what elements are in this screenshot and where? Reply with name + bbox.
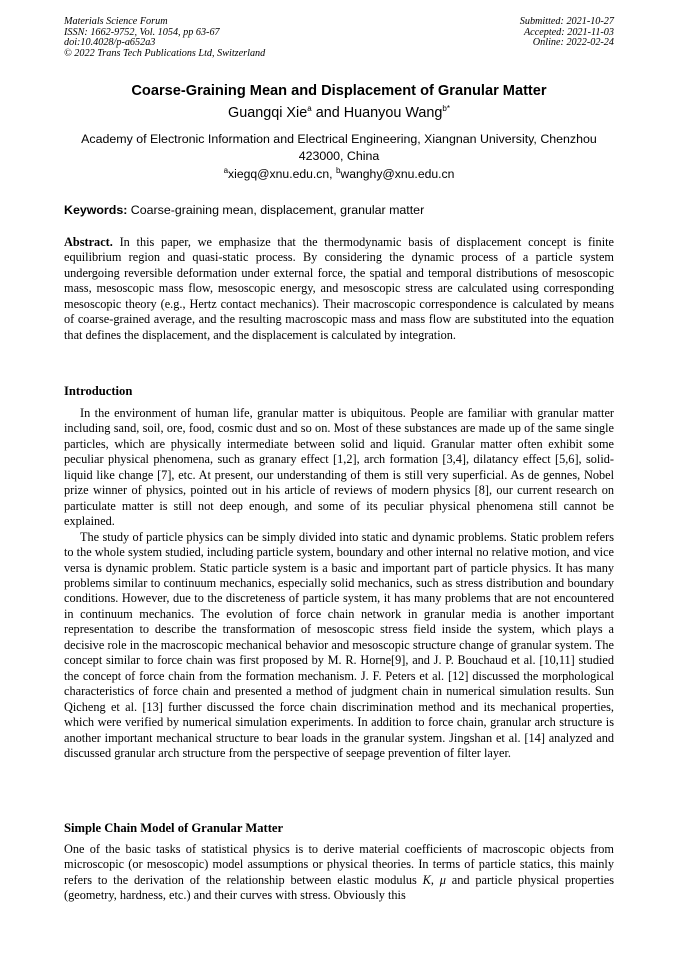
copyright-line: © 2022 Trans Tech Publications Ltd, Switzerland (64, 47, 266, 59)
journal-doi: doi:10.4028/p-a652a3 (64, 37, 156, 49)
dates-header (520, 17, 614, 49)
submitted-date: Submitted: 2021-10-27 (519, 16, 614, 27)
symbol-mu: μ (439, 872, 446, 887)
affiliation-marker: b* (442, 104, 450, 114)
author-name: Guangqi Xie (228, 105, 308, 121)
affiliation: Academy of Electronic Information and Electrical Engineering, Xiangnan University, Chenzhou 423000, China (81, 132, 597, 163)
paragraph: In the environment of human life, granular matter is ubiquitous. People are familiar with granular matter including sand, soil, ore, food, cosmic dust and so on. Most of these substances are made up of the same single particles, which are physically intermediate between solid and liquid. Granular matter often exhibit some peculiar physical phenomena, such as granary effect [1,2], arch formation [3,4], dilatancy effect [5,6], solid-liquid like change [7], etc. At present, our understanding of them is still very superficial. As de gennes, Nobel prize winner of physics, pointed out in his article of reviews of modern physics [8], our current research on particulate matter is still not deep enough, and some of its peculiar physical phenomena still cannot be explained. (64, 406, 614, 529)
paragraph (64, 842, 614, 904)
keywords-text: Coarse-graining mean, displacement, granular matter (127, 203, 425, 217)
section-heading: Introduction (64, 384, 133, 398)
affiliation-marker: a (307, 104, 312, 114)
online-date: Online: 2022-02-24 (532, 37, 614, 49)
accepted-date: Accepted: 2021-11-03 (523, 26, 614, 38)
journal-name: Materials Science Forum (64, 16, 168, 27)
email-marker: a (223, 165, 229, 175)
email-address: xiegq@xnu.edu.cn, (228, 167, 336, 181)
abstract (64, 235, 614, 343)
separator: , (430, 872, 440, 887)
section-heading: Simple Chain Model of Granular Matter (64, 821, 284, 835)
author-name: Huanyou Wang (343, 105, 443, 121)
abstract-label: Abstract. (64, 235, 113, 249)
paper-title: Coarse-Graining Mean and Displacement of Granular Matter (131, 83, 547, 99)
introduction-body (64, 406, 614, 761)
paragraph: The study of particle physics can be simply divided into static and dynamic problems. Static problem refers to the whole system studied, including particle system, boundary and other internal no relative motion, and vice versa is dynamic problem. Static particle system is a basic and important part of particle physics. It has many problems similar to continuum mechanics, especially solid mechanics, such as stress distribution and boundary conditions. However, due to the discreteness of particle system, it has many problems that are not encountered in continuum mechanics. The evolution of force chain network in granular media is another important representation to describe the transformation of mesoscopic stress field inside the system, which plays a decisive role in the macroscopic mechanical behavior and mesoscopic structure change of granular system. The concept similar to force chain was first proposed by M. R. Horne[9], and J. P. Bouchaud et al. [10,11] studied the concept of force chain from the formation mechanism. J. F. Peters et al. [12] discussed the morphological characteristics of force chain and presented a method of judgment chain in numerical simulation results. Sun Qicheng et al. [13] further discussed the force chain discrimination method and its mechanical properties, which were verified by numerical simulation experiments. In addition to force chain, granular arch structure is another important mechanical structure to bear loads in the granular system. Jingshan et al. [14] analyzed and discussed granular arch structure from the perspective of seepage prevention of filter layer. (64, 529, 614, 760)
author-connector: and (311, 105, 344, 121)
paragraph-text: and particle physical properties (geometry, hardness, etc.) and their curves with stress. Obviously this (64, 872, 615, 903)
author-emails (0, 167, 678, 181)
paragraph-text: One of the basic tasks of statistical physics is to derive material coefficients of macroscopic objects from microscopic (or mesoscopic) model assumptions or physical theories. In terms of particle statics, this mainly refers to the derivation of the relationship between elastic modulus (64, 842, 614, 887)
journal-issn: ISSN: 1662-9752, Vol. 1054, pp 63-67 (64, 26, 220, 38)
chain-model-body (64, 842, 614, 904)
journal-header (64, 17, 265, 59)
keywords (64, 203, 614, 217)
email-address: wanghy@xnu.edu.cn (340, 167, 455, 181)
abstract-text: In this paper, we emphasize that the thermodynamic basis of displacement concept is finite equilibrium region and quasi-static process. By considering the dynamic process of a particle system undergoing reversible deformation under external force, the spatial and temporal distributions of mesoscopic mass, mesoscopic mass flow, mesoscopic energy, and mesoscopic stress are calculated using corresponding mesoscopic theory (e.g., Hertz contact mechanics). Their macroscopic correspondence is calculated by means of coarse-grained average, and the resulting macroscopic mass and mass flow are substituted into the equation that defines the displacement, and the displacement is calculated by integration. (64, 235, 614, 342)
email-marker: b (335, 165, 341, 175)
author-list (0, 105, 678, 121)
symbol-K: K (422, 872, 431, 887)
keywords-label: Keywords: (64, 203, 128, 217)
